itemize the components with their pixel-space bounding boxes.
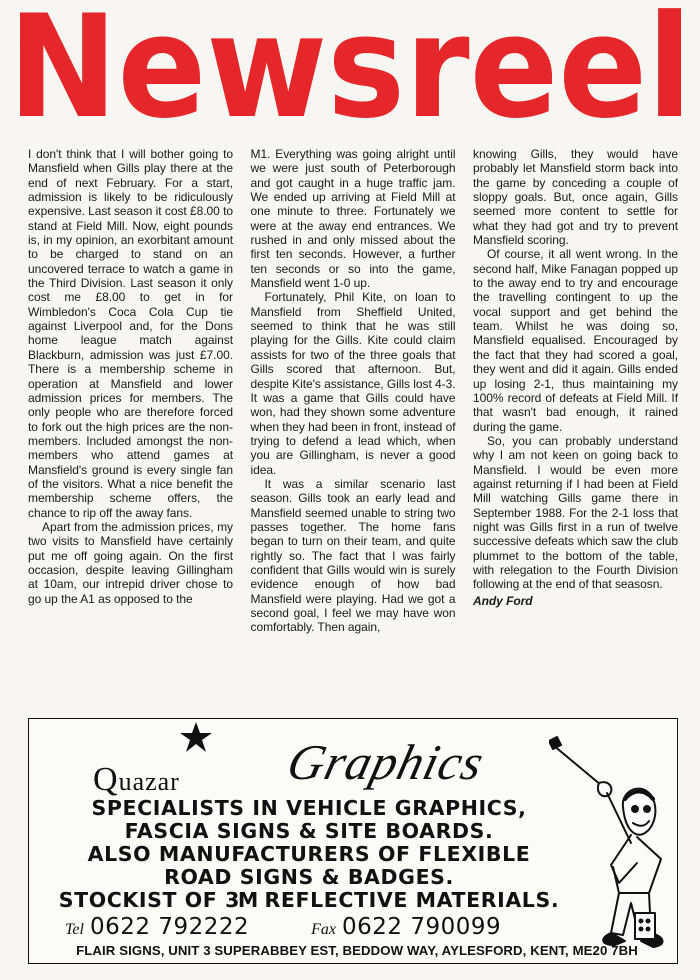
stockist-post: REFLECTIVE MATERIALS. [256,888,560,912]
tel-label: Tel [65,921,84,938]
ad-brand-logo [93,761,180,799]
article [28,147,678,702]
ad-line: FASCIA SIGNS & SITE BOARDS. [124,819,494,843]
paragraph: Apart from the admission prices, my two visits to Mansfield have certainly put me off going again. On the first occasion, despite leaving Gillingham at 10am, our intrepid driver chose to go up the A1 as opposed to the [28,519,233,606]
article-column-1 [28,147,233,702]
ad-contact-numbers [65,914,585,940]
author-byline: Andy Ford [473,593,533,608]
paragraph: So, you can probably understand why I am not keen on going back to Mansfield. I would be even more against returning if I had been at Field Mill watching Gills game there in September 1988. For the 2-1 loss that night was Gills first in a run of twelve successive defeats which saw the club plummet to the bottom of the table, with relegation to the Fourth Division following at the end of that seasosn. [473,433,678,592]
paragraph: I don't think that I will bother going to Mansfield when Gills play there at the end of next February. For a start, admission is likely to be ridiculously expensive. Last season it cost £8.00 to stand at Field Mill. Now, eight pounds is, in my opinion, an exorbitant amount to be charged to stand on an uncovered terrace to watch a game in the Third Division. Last season it only cost me £8.00 to get in for Wimbledon's Coca Cola Cup tie against Liverpool and, for the Dons home league match against Blackburn, admission was just £7.00. There is a membership scheme in operation at Mansfield and lower admission prices for members. The only people who are therefore forced to fork out the high prices are the non-members. Included amongst the non-members who attend games at Mansfield's ground is every single fan of the visitors. What a nice benefit the membership scheme offers, the chance to rip off the away fans. [28,147,233,520]
ad-stockist-line [29,889,589,912]
article-column-3 [473,147,678,702]
ad-line: ROAD SIGNS & BADGES. [164,865,454,889]
masthead [0,4,700,132]
brand-rest: uazar [118,767,180,796]
star-icon [179,721,213,753]
ad-services-text [29,797,589,912]
ad-line: SPECIALISTS IN VEHICLE GRAPHICS, [91,796,527,820]
paragraph: Fortunately, Phil Kite, on loan to Mansfield from Sheffield United, seemed to think that he was still playing for the Gills. Kite could claim assists for two of the three goals that Gills scored that afternoon. But, despite Kite's assistance, Gills lost 4-3. It was a game that Gills could have won, had they shown some adventure when they had been in front, instead of trying to defend a lead which, when you are Gillingham, is never a good idea. [250,290,456,477]
article-column-2 [251,147,456,702]
advertisement [28,718,678,964]
brand-initial: Q [93,761,119,798]
fax-label: Fax [311,921,337,938]
fax-number: 0622 790099 [342,914,502,940]
paragraph: knowing Gills, they would have probably let Mansfield storm back into the game by conceding a couple of sloppy goals. But, once again, Gills seemed more content to settle for what they had got and try to prevent Mansfield scoring. [473,147,678,248]
ad-address: FLAIR SIGNS, UNIT 3 SUPERABBEY EST, BEDDOW WAY, AYLESFORD, KENT, ME20 7BH [76,943,638,958]
ad-line: ALSO MANUFACTURERS OF FLEXIBLE [87,842,531,866]
paragraph: M1. Everything was going alright until we were just south of Peterborough and got caught in a huge traffic jam. We ended up arriving at Field Mill at one minute to three. Fortunately we were at the away end entrances. We rushed in and only missed about the first ten seconds. However, a further ten seconds or so into the game, Mansfield went 1-0 up. [250,147,456,291]
stockist-pre: STOCKIST OF [58,888,226,912]
paragraph: Of course, it all went wrong. In the second half, Mike Fanagan popped up to the away end to try and encourage the travelling contingent to up the vocal support and get behind the team. Whilst he was doing so, Mansfield equalised. Encouraged by the fact that they had scored a goal, they went and did it again. Gills ended up losing 2-1, thus maintaining my 100% record of defeats at Field Mill. If that wasn't bad enough, it rained during the game. [473,247,678,434]
masthead-title-graphic [0,4,700,132]
3m-logo: 3M [225,888,257,912]
masthead-title: Newsreel [8,4,692,132]
paragraph: It was a similar scenario last season. Gills took an early lead and Mansfield seemed unable to string two passes together. The home fans began to turn on their team, and quite rightly so. The fact that I was fairly confident that Gills would win is surely evidence enough of how bad Mansfield were playing. Had we got a second goal, I feel we may have won comfortably. Then again, [250,476,456,635]
ad-script-graphics: Graphics [282,734,491,790]
tel-number: 0622 792222 [89,914,250,940]
